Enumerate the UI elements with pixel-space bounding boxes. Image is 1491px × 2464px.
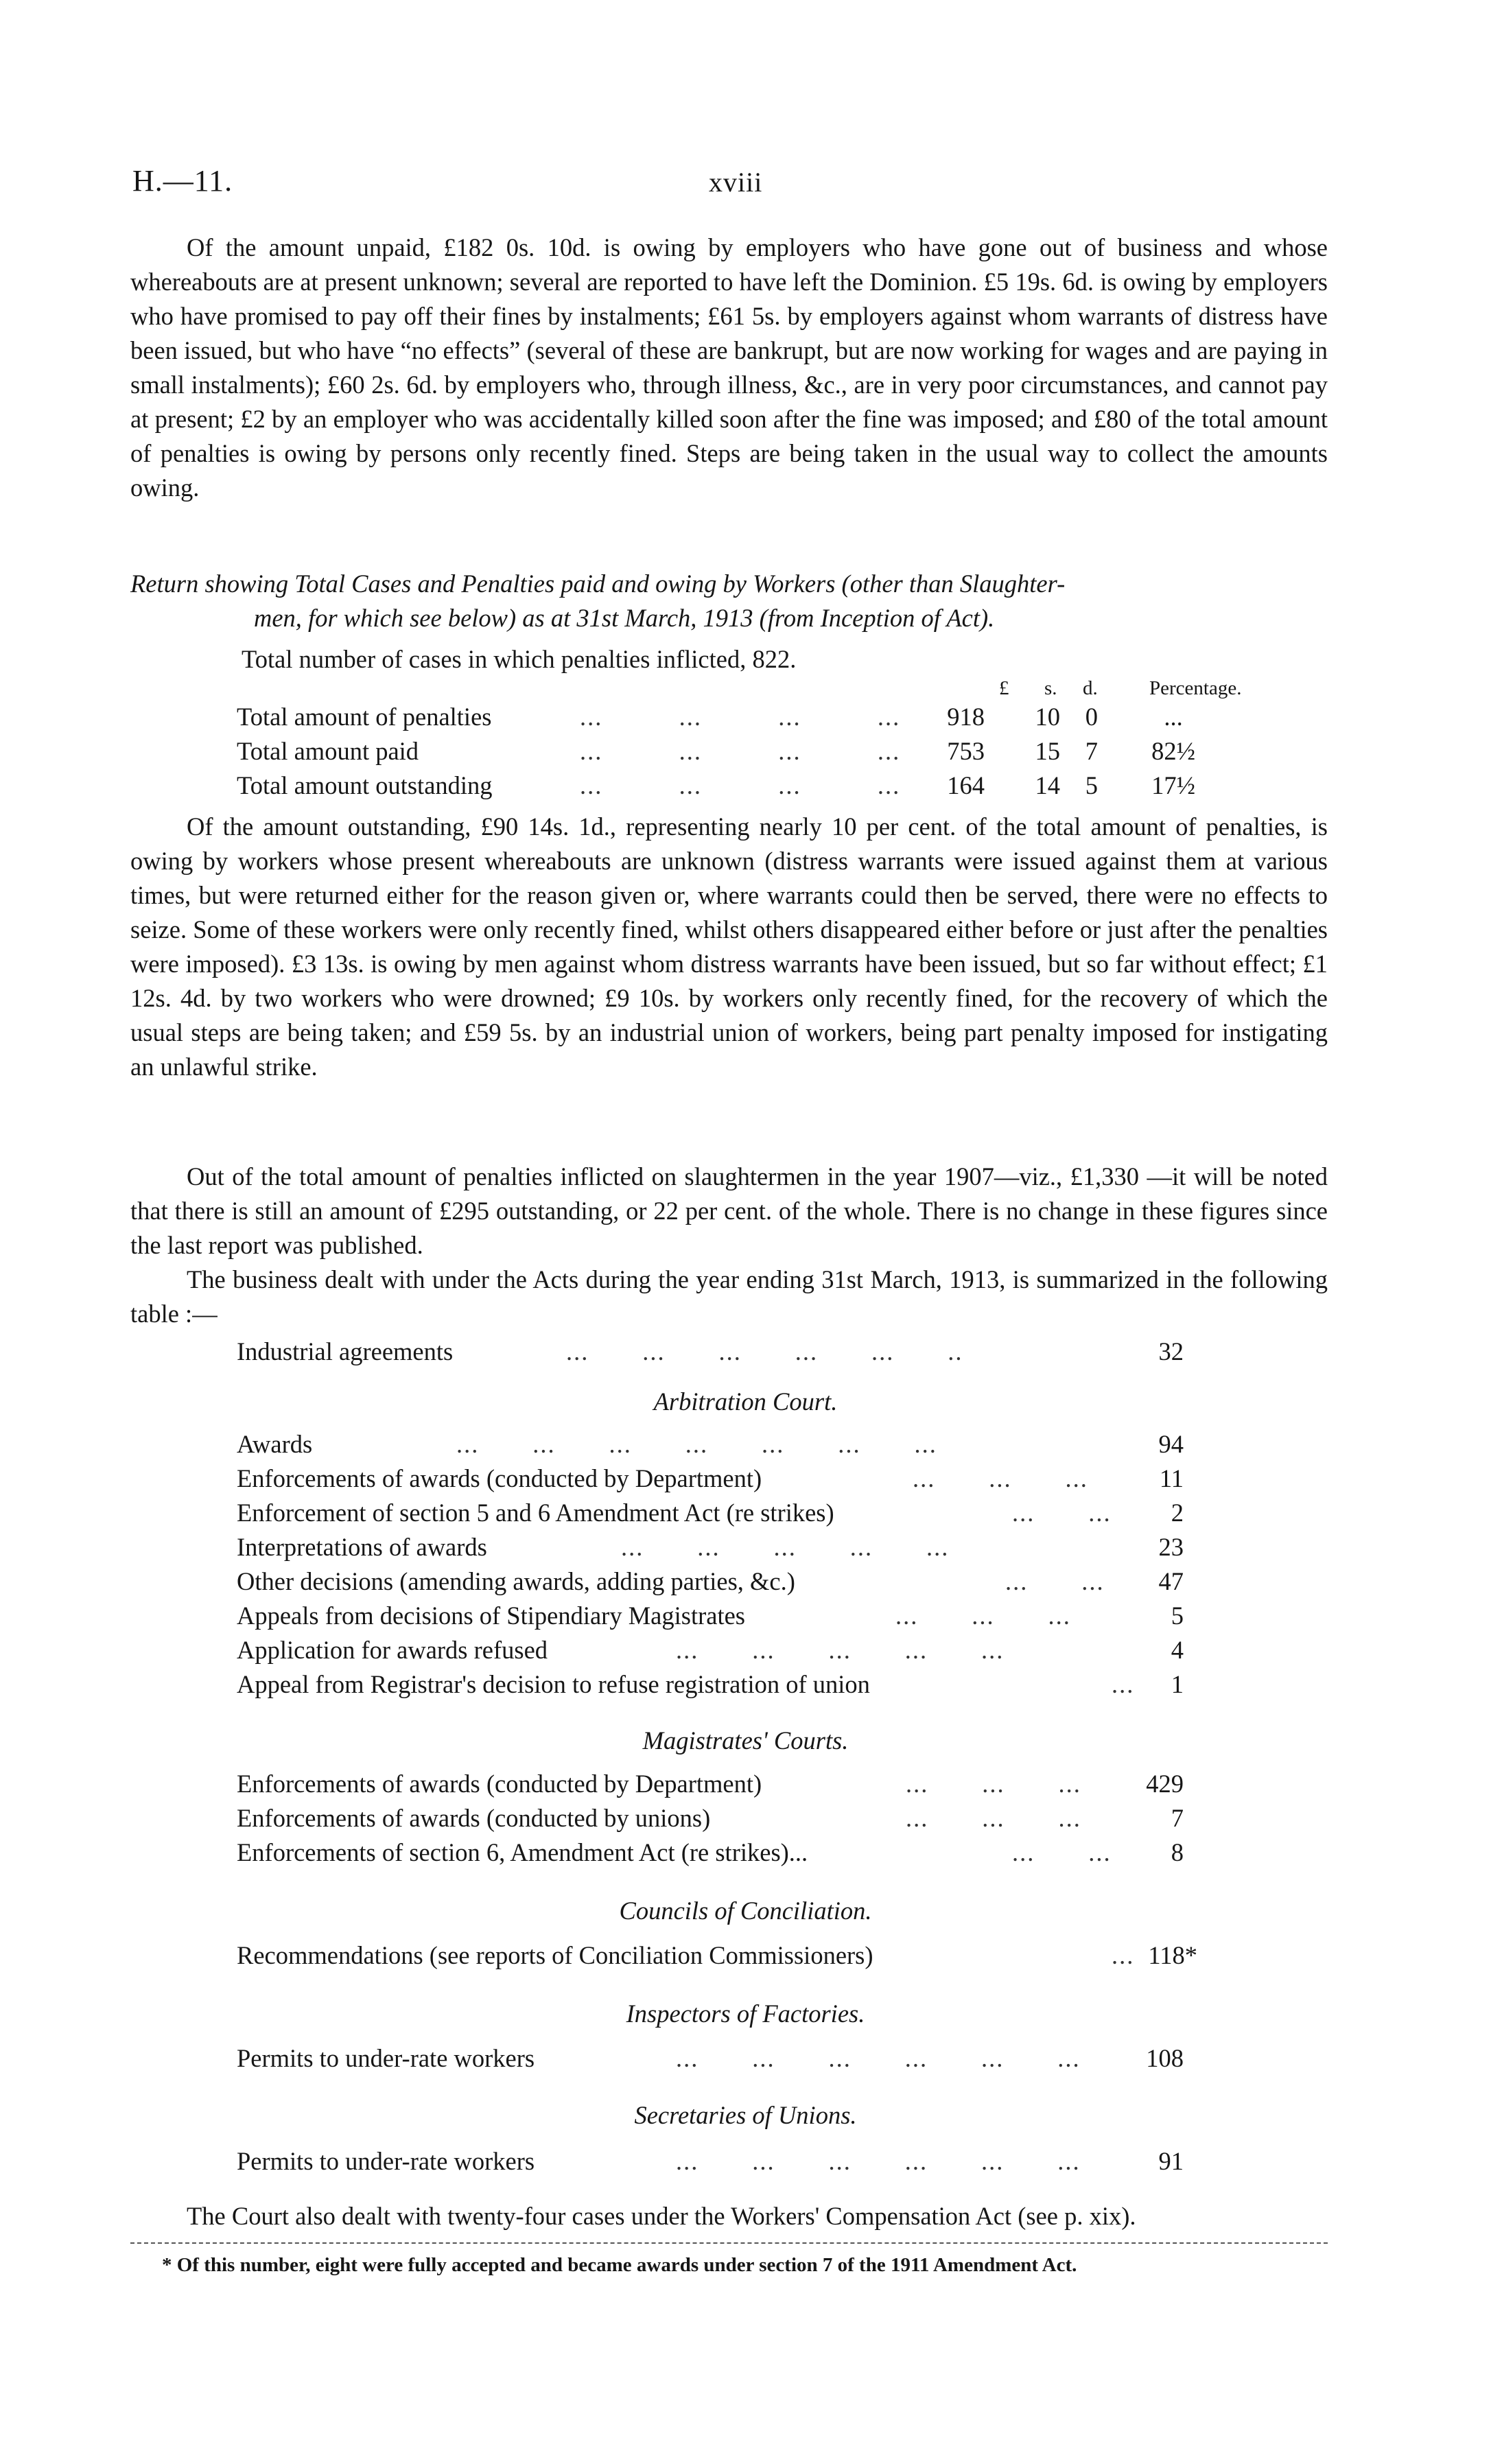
summary-row-councils [237, 1938, 1211, 1973]
row-label: Permits to under-rate workers [237, 2044, 535, 2072]
row-label: Awards [237, 1430, 313, 1458]
row-label: Total amount outstanding [237, 771, 493, 799]
summary-row-secretaries [237, 2144, 1211, 2179]
dot-leader: ... ... ... [906, 1770, 1081, 1798]
row-value: 47 [1158, 1567, 1184, 1595]
row-label: Recommendations (see reports of Conciliation Commissioners) [237, 1941, 873, 1969]
return-heading [130, 567, 1328, 635]
col-header-pence: d. [1083, 677, 1098, 699]
row-label: Interpretations of awards [237, 1533, 487, 1561]
dot-leader: ... ... ... ... ... [676, 1636, 1005, 1664]
dot-leader: ... ... ... ... ... .. [566, 1337, 963, 1365]
row-value: 118* [1148, 1941, 1197, 1969]
footnote: * Of this number, eight were fully accepted and became awards under section 7 of the 1911 Amendment Act. [162, 2254, 1077, 2276]
row-label: Appeals from decisions of Stipendiary Magistrates [237, 1601, 745, 1630]
row-label: Permits to under-rate workers [237, 2147, 535, 2175]
paragraph-business-summary: The business dealt with under the Acts during the year ending 31st March, 1913, is summarized in the following table :— [130, 1265, 1328, 1328]
row-value: 108 [1146, 2044, 1184, 2072]
row-label: Total amount of penalties [237, 703, 492, 731]
row-label: Appeal from Registrar's decision to refuse registration of union [237, 1670, 870, 1698]
pence-cell: 7 [1085, 737, 1098, 765]
table-row [237, 768, 1300, 803]
dot-leader: ... ... ... ... ... ... [676, 2044, 1081, 2072]
percentage-cell: 82½ [1151, 737, 1195, 765]
shillings-cell: 10 [1035, 703, 1060, 731]
row-label: Industrial agreements [237, 1337, 454, 1365]
dot-leader: ... ... [1005, 1567, 1105, 1595]
row-value: 2 [1171, 1499, 1184, 1527]
total-cases-line: Total number of cases in which penalties inflicted, 822. [242, 645, 797, 673]
summary-row-industrial [237, 1335, 1211, 1369]
row-value: 8 [1171, 1838, 1184, 1866]
paragraph-workers-compensation: The Court also dealt with twenty-four cases under the Workers' Compensation Act (see p. xix). [187, 2202, 1136, 2230]
table-row [237, 700, 1300, 734]
report-code: H.—11. [132, 164, 233, 198]
summary-row [237, 1633, 1211, 1667]
dot-leader: ... ... ... ... [580, 703, 901, 731]
pounds-cell: 164 [947, 771, 985, 799]
percentage-cell: 17½ [1151, 771, 1195, 799]
row-label: Enforcements of awards (conducted by unions) [237, 1804, 711, 1832]
section-heading-secretaries: Secretaries of Unions. [634, 2101, 857, 2129]
page-number: xviii [709, 167, 763, 198]
summary-row [237, 1427, 1211, 1462]
dot-leader: ... [1112, 1670, 1135, 1698]
row-value: 1 [1171, 1670, 1184, 1698]
summary-row [237, 1462, 1211, 1496]
summary-row [237, 1667, 1211, 1702]
row-label: Enforcements of section 6, Amendment Act (re strikes)... [237, 1838, 808, 1866]
row-label: Application for awards refused [237, 1636, 548, 1664]
row-value: 94 [1158, 1430, 1184, 1458]
col-header-percentage: Percentage. [1149, 677, 1242, 699]
row-value: 7 [1171, 1804, 1184, 1832]
section-heading-magistrates: Magistrates' Courts. [642, 1726, 849, 1755]
dot-leader: ... ... [1012, 1838, 1112, 1866]
row-value: 91 [1158, 2147, 1184, 2175]
section-heading-inspectors: Inspectors of Factories. [626, 1999, 865, 2028]
table-row [237, 734, 1300, 768]
dot-leader: ... ... ... ... ... ... ... [456, 1430, 937, 1458]
row-label: Enforcement of section 5 and 6 Amendment Act (re strikes) [237, 1499, 834, 1527]
pounds-cell: 753 [947, 737, 985, 765]
summary-row [237, 1835, 1211, 1870]
percentage-cell: ... [1164, 703, 1183, 731]
dot-leader: ... ... [1012, 1499, 1112, 1527]
summary-row [237, 1599, 1211, 1633]
summary-row-inspectors [237, 2041, 1211, 2076]
section-heading-councils: Councils of Conciliation. [619, 1897, 872, 1925]
dot-leader: ... ... ... [906, 1804, 1081, 1832]
paragraph-slaughtermen: Out of the total amount of penalties inflicted on slaughtermen in the year 1907—viz., £1,330 —it will be noted that there is still an amount of £295 outstanding, or 22 per cent. of the whole. There is no change in these figures since the last report was published. [130, 1162, 1328, 1259]
summary-row [237, 1767, 1211, 1801]
row-value: 23 [1158, 1533, 1184, 1561]
paragraph-amount-outstanding: Of the amount outstanding, £90 14s. 1d., representing nearly 10 per cent. of the total amount of penalties, is owing by workers whose present whereabouts are unknown (distress warrants were issued against them at various times, but were returned either for the reason given or, where warrants could then be served, there were no effects to seize. Some of these workers were only recently fined, whilst others disappeared either before or just after the penalties were imposed). £3 13s. is owing by men against whom distress warrants have been issued, but so far without effect; £1 12s. 4d. by two workers who were drowned; £9 10s. by workers only recently fined, for the recovery of which the usual steps are being taken; and £59 5s. by an industrial union of workers, being part penalty imposed for instigating an unlawful strike. [130, 812, 1328, 1081]
summary-row [237, 1564, 1211, 1599]
row-label: Other decisions (amending awards, adding parties, &c.) [237, 1567, 795, 1595]
pounds-cell: 918 [947, 703, 985, 731]
dot-leader: ... ... ... [913, 1464, 1088, 1492]
return-heading-line-2: men, for which see below) as at 31st March, 1913 (from Inception of Act). [254, 604, 995, 632]
return-heading-line-1: Return showing Total Cases and Penalties paid and owing by Workers (other than Slaughter- [130, 570, 1066, 598]
row-value: 5 [1171, 1601, 1184, 1630]
row-label: Enforcements of awards (conducted by Department) [237, 1464, 762, 1492]
col-header-pounds: £ [999, 677, 1009, 699]
row-label: Total amount paid [237, 737, 419, 765]
dot-leader: ... ... ... ... [580, 737, 901, 765]
dot-leader: ... ... ... ... [580, 771, 901, 799]
row-value: 4 [1171, 1636, 1184, 1664]
shillings-cell: 14 [1035, 771, 1060, 799]
row-value: 32 [1158, 1337, 1184, 1365]
col-header-shillings: s. [1044, 677, 1057, 699]
row-value: 429 [1146, 1770, 1184, 1798]
summary-row [237, 1496, 1211, 1530]
summary-row [237, 1530, 1211, 1564]
dot-leader: ... ... ... [895, 1601, 1071, 1630]
dot-leader: ... ... ... ... ... ... [676, 2147, 1081, 2175]
paragraph-amount-unpaid: Of the amount unpaid, £182 0s. 10d. is owing by employers who have gone out of business and whose whereabouts are at present unknown; several are reported to have left the Dominion. £5 19s. 6d. is owing by employers who have promised to pay off their fines by instalments; £61 5s. by employers against whom warrants of distress have been issued, but who have “no effects” (several of these are bankrupt, but are now working for wages and are paying in small instalments); £60 2s. 6d. by employers who, through illness, &c., are in very poor circumstances, and cannot pay at present; £2 by an employer who was accidentally killed soon after the fine was imposed; and £80 of the total amount of penalties is owing by persons only recently fined. Steps are being taken in the usual way to collect the amounts owing. [130, 233, 1328, 502]
section-heading-arbitration: Arbitration Court. [653, 1387, 838, 1416]
pence-cell: 0 [1085, 703, 1098, 731]
dot-leader: ... [1112, 1941, 1135, 1969]
footnote-rule [130, 2242, 1328, 2244]
shillings-cell: 15 [1035, 737, 1060, 765]
pence-cell: 5 [1085, 771, 1098, 799]
summary-row [237, 1801, 1211, 1835]
row-label: Enforcements of awards (conducted by Department) [237, 1770, 762, 1798]
row-value: 11 [1159, 1464, 1184, 1492]
dot-leader: ... ... ... ... ... [621, 1533, 950, 1561]
